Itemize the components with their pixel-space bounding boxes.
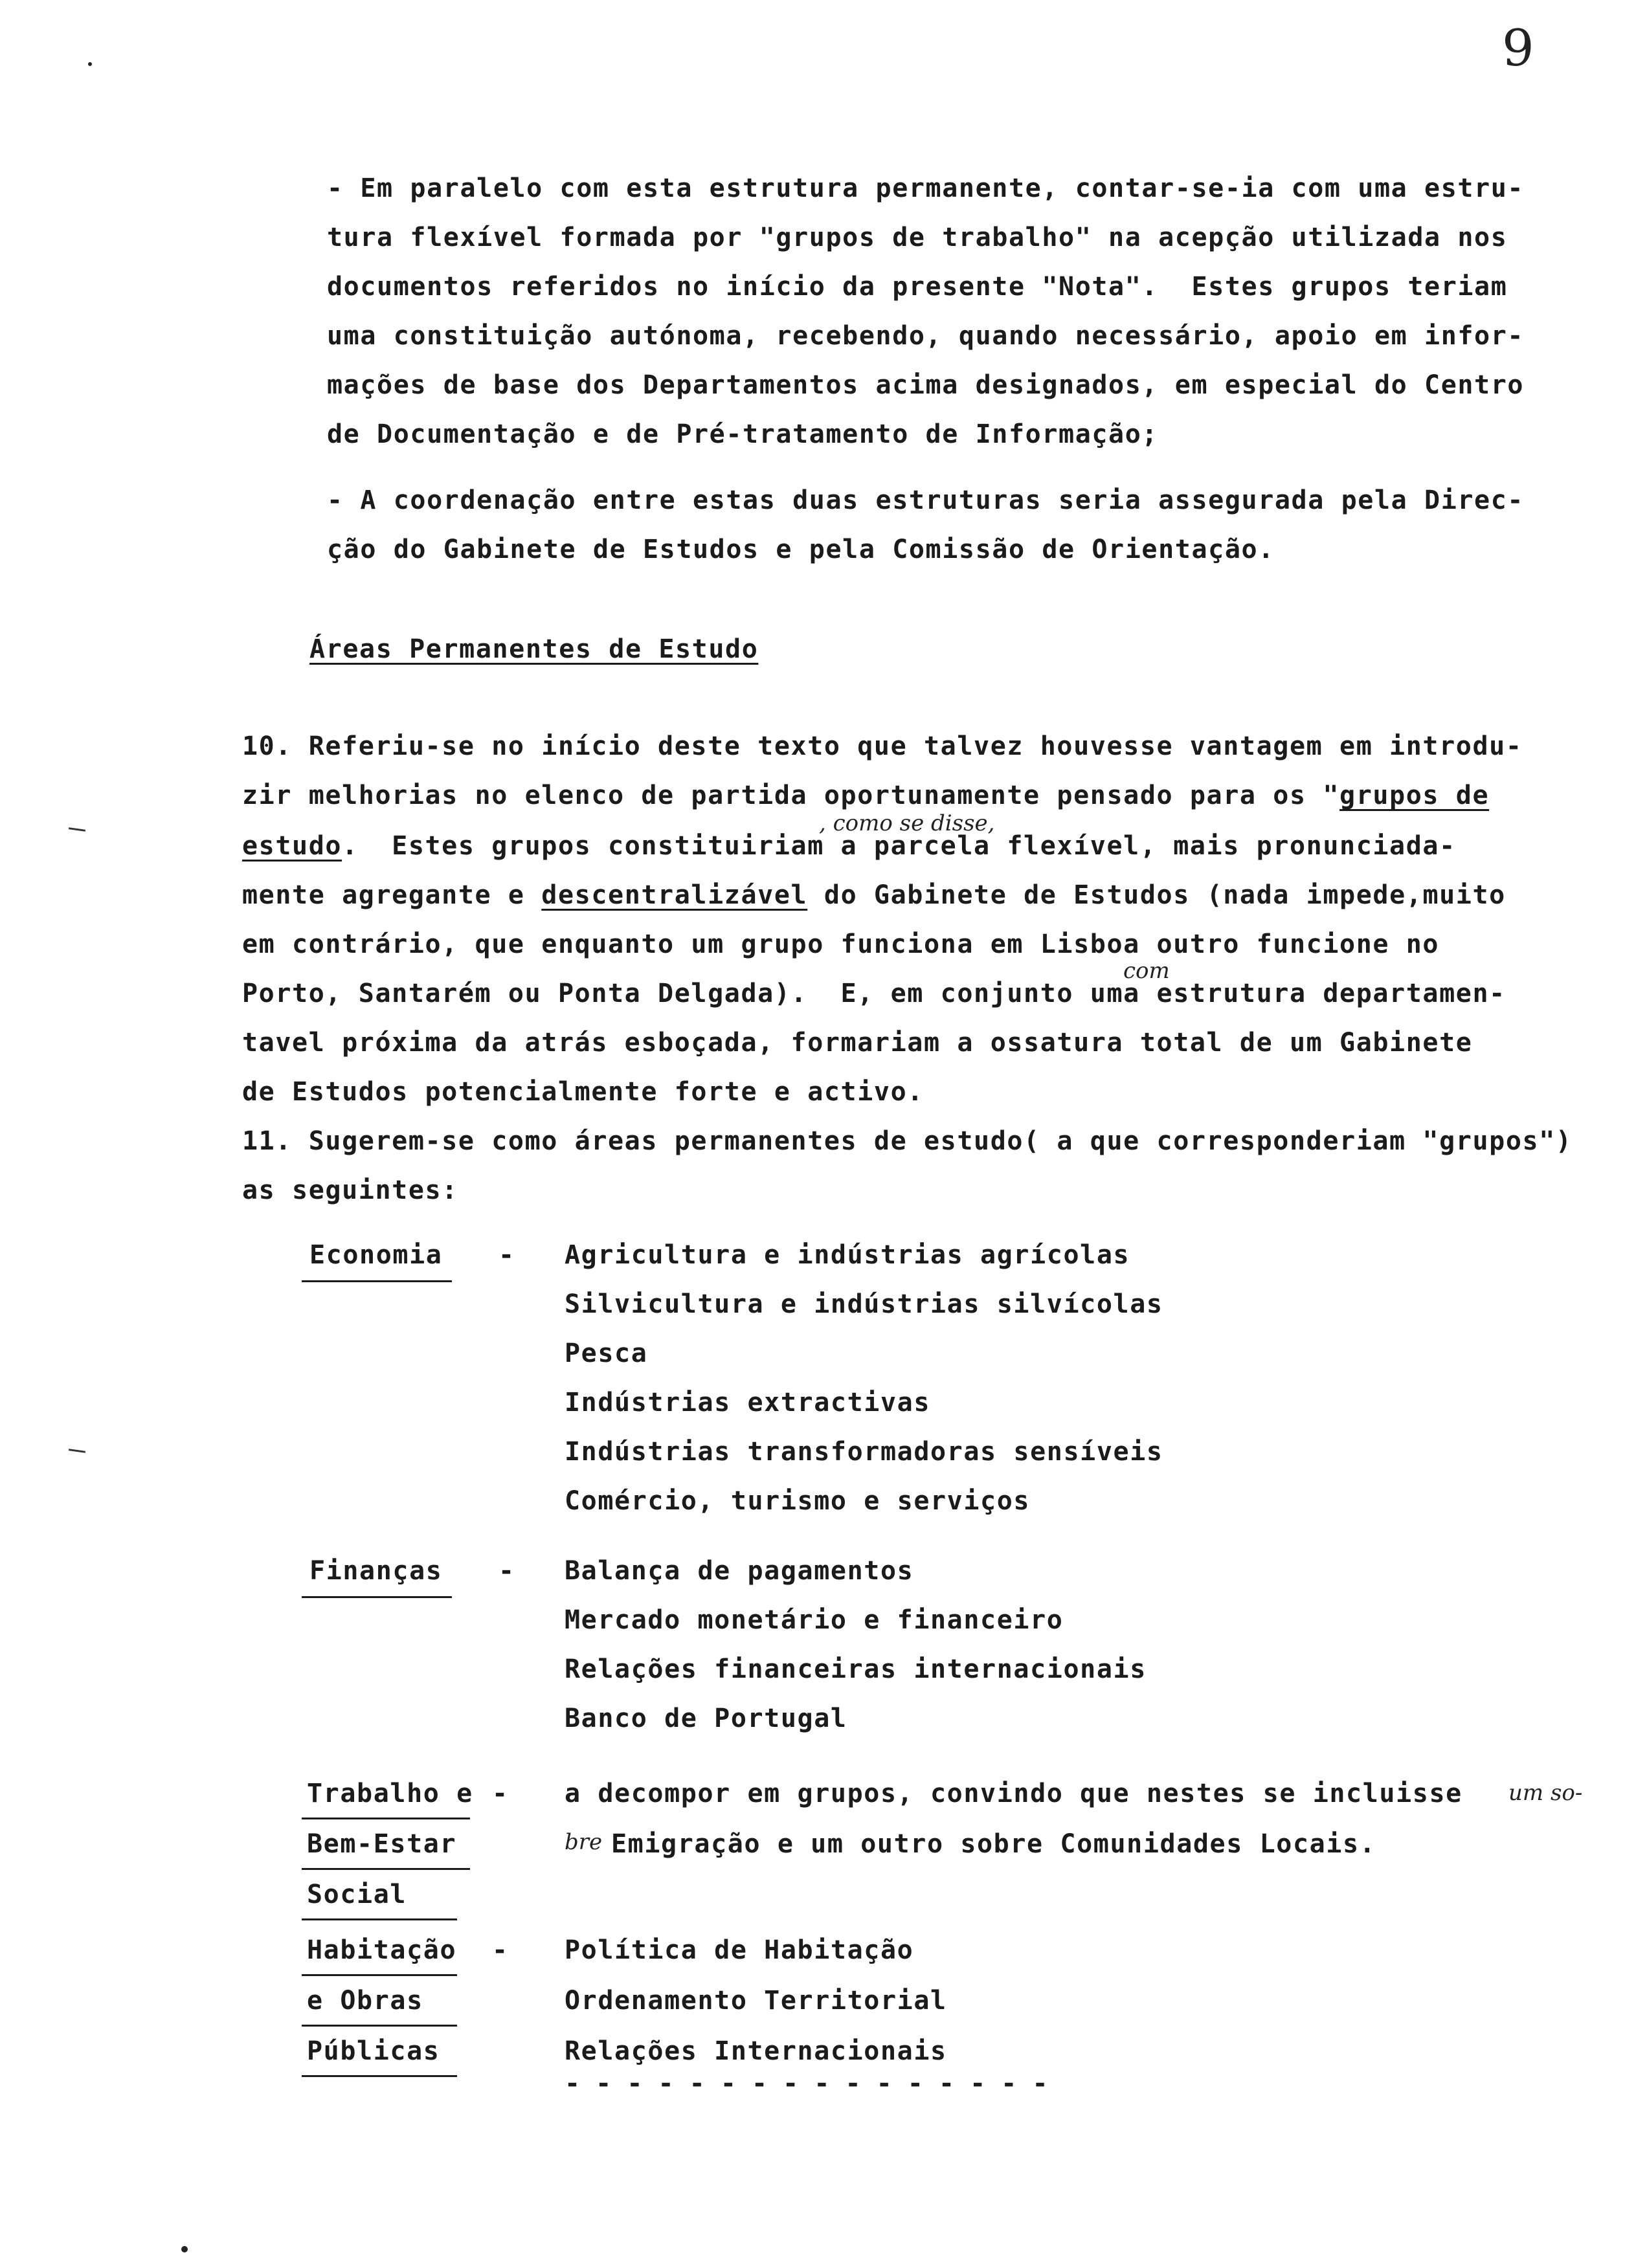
area-label-habitacao-3: Públicas bbox=[307, 2036, 440, 2066]
para10-line6: Porto, Santarém ou Ponta Delgada). E, em conjunto uma estrutura departamen- bbox=[242, 979, 1506, 1008]
scan-mark bbox=[88, 62, 92, 66]
area-rule-habitacao-1 bbox=[302, 1974, 457, 1976]
bullet1-line3: documentos referidos no início da presente "Nota". Estes grupos teriam bbox=[327, 272, 1508, 302]
area-item: Indústrias transformadoras sensíveis bbox=[565, 1437, 1163, 1467]
area-item: Mercado monetário e financeiro bbox=[565, 1605, 1064, 1635]
bullet1-line6: de Documentação e de Pré-tratamento de Informação; bbox=[327, 419, 1159, 449]
area-item: Comércio, turismo e serviços bbox=[565, 1486, 1031, 1516]
closing-dashed-rule: - - - - - - - - - - - - - - - - bbox=[565, 2069, 1048, 2098]
area-label-habitacao-1: Habitação bbox=[307, 1935, 457, 1965]
bullet2-line1: - A coordenação entre estas duas estruturas seria assegurada pela Direc- bbox=[327, 485, 1525, 515]
area-rule-habitacao-2 bbox=[302, 2025, 457, 2027]
area-item: Silvicultura e indústrias silvícolas bbox=[565, 1289, 1163, 1319]
area-item: Pesca bbox=[565, 1339, 648, 1368]
area-rule-economia bbox=[302, 1280, 452, 1282]
area-label-trabalho-1: Trabalho e bbox=[307, 1779, 473, 1808]
para11-line2: as seguintes: bbox=[242, 1175, 458, 1205]
bullet1-line5: mações de base dos Departamentos acima designados, em especial do Centro bbox=[327, 370, 1525, 400]
area-label-trabalho-2: Bem-Estar bbox=[307, 1829, 457, 1859]
para10-line4: mente agregante e descentralizável do Gabinete de Estudos (nada impede,muito bbox=[242, 880, 1506, 910]
area-item: Balança de pagamentos bbox=[565, 1556, 914, 1586]
area-rule-trabalho-1 bbox=[302, 1818, 470, 1819]
area-item: Indústrias extractivas bbox=[565, 1388, 931, 1418]
area-rule-financas bbox=[302, 1596, 452, 1598]
area-item: Política de Habitação bbox=[565, 1935, 914, 1965]
area-item: Ordenamento Territorial bbox=[565, 1986, 947, 2016]
handwritten-insert-um: um so- bbox=[1508, 1780, 1583, 1806]
para10-line1: 10. Referiu-se no início deste texto que talvez houvesse vantagem em introdu- bbox=[242, 731, 1523, 761]
handwritten-insert-como: , como se disse, bbox=[819, 810, 995, 836]
area-label-habitacao-2: e Obras bbox=[307, 1986, 423, 2016]
handwritten-insert-bre: bre bbox=[565, 1829, 603, 1855]
area-item: Banco de Portugal bbox=[565, 1704, 847, 1733]
area-dash-trabalho: - bbox=[492, 1779, 508, 1808]
section-heading: Áreas Permanentes de Estudo bbox=[309, 634, 759, 664]
para10-line8: de Estudos potencialmente forte e activo. bbox=[242, 1077, 924, 1107]
bullet1-line1: - Em paralelo com esta estrutura permanente, contar-se-ia com uma estru- bbox=[327, 173, 1525, 203]
area-dash-economia: - bbox=[499, 1240, 515, 1270]
area-rule-trabalho-3 bbox=[302, 1918, 457, 1920]
scan-mark bbox=[181, 2246, 188, 2252]
bullet1-line4: uma constituição autónoma, recebendo, quando necessário, apoio em infor- bbox=[327, 321, 1525, 351]
para10-line5: em contrário, que enquanto um grupo funciona em Lisboa outro funcione no bbox=[242, 929, 1440, 959]
area-rule-trabalho-2 bbox=[302, 1868, 470, 1870]
area-dash-habitacao: - bbox=[492, 1935, 508, 1965]
area-label-trabalho-3: Social bbox=[307, 1880, 407, 1909]
area-rule-habitacao-3 bbox=[302, 2075, 457, 2077]
scan-mark bbox=[69, 1449, 85, 1453]
para11-line1: 11. Sugerem-se como áreas permanentes de estudo( a que corresponderiam "grupos") bbox=[242, 1126, 1573, 1156]
para10-line7: tavel próxima da atrás esboçada, formariam a ossatura total de um Gabinete bbox=[242, 1028, 1473, 1058]
area-item: Emigração e um outro sobre Comunidades Locais. bbox=[611, 1829, 1376, 1859]
page-number: 9 bbox=[1502, 19, 1534, 78]
handwritten-insert-com: com bbox=[1123, 958, 1170, 984]
area-label-economia: Economia bbox=[309, 1240, 443, 1270]
scan-mark bbox=[69, 827, 85, 832]
area-item: Agricultura e indústrias agrícolas bbox=[565, 1240, 1130, 1270]
area-item: a decompor em grupos, convindo que nestes se incluisse bbox=[565, 1779, 1462, 1808]
para10-line2: zir melhorias no elenco de partida oportunamente pensado para os "grupos de bbox=[242, 781, 1490, 810]
area-item: Relações Internacionais bbox=[565, 2036, 947, 2066]
bullet2-line2: ção do Gabinete de Estudos e pela Comissão de Orientação. bbox=[327, 535, 1275, 564]
area-label-financas: Finanças bbox=[309, 1556, 443, 1586]
bullet1-line2: tura flexível formada por "grupos de trabalho" na acepção utilizada nos bbox=[327, 223, 1508, 252]
para10-line3: estudo. Estes grupos constituiriam a parcela flexível, mais pronunciada- bbox=[242, 831, 1456, 861]
area-item: Relações financeiras internacionais bbox=[565, 1654, 1147, 1684]
area-dash-financas: - bbox=[499, 1556, 515, 1586]
